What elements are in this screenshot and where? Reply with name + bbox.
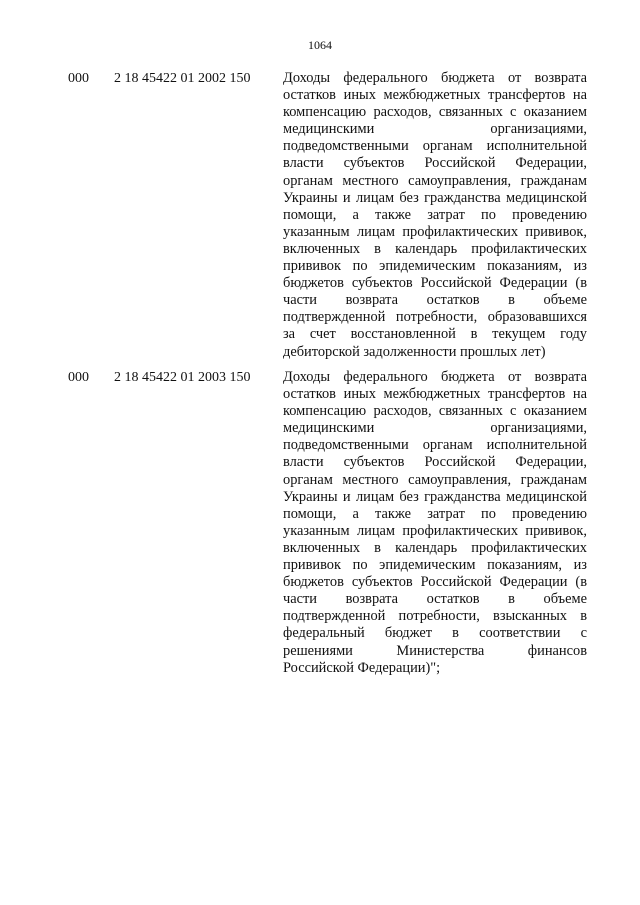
description-line: части возврата остатков в объеме bbox=[283, 591, 587, 608]
description-line: части возврата остатков в объеме bbox=[283, 292, 587, 309]
description-line: прививок по эпидемическим показаниям, из bbox=[283, 557, 587, 574]
entry-description bbox=[283, 70, 587, 361]
description-line: за счет восстановленной в текущем году bbox=[283, 326, 587, 343]
description-line: Украины и лицам без гражданства медицинской bbox=[283, 488, 587, 505]
description-line: дебиторской задолженности прошлых лет) bbox=[283, 343, 546, 360]
description-line: бюджетов субъектов Российской Федерации (в bbox=[283, 275, 587, 292]
classification-code: 2 18 45422 01 2003 150 bbox=[114, 370, 251, 385]
description-line: компенсацию расходов, связанных с оказанием bbox=[283, 104, 587, 121]
description-line: органам местного самоуправления, гражданам bbox=[283, 172, 587, 189]
description-line: органам местного самоуправления, гражданам bbox=[283, 471, 587, 488]
description-line: остатков иных межбюджетных трансфертов на bbox=[283, 87, 587, 104]
description-line: остатков иных межбюджетных трансфертов на bbox=[283, 386, 587, 403]
description-line: помощи, а также затрат по проведению bbox=[283, 505, 587, 522]
description-line: помощи, а также затрат по проведению bbox=[283, 206, 587, 223]
description-line: Доходы федерального бюджета от возврата bbox=[283, 369, 587, 385]
entry-description bbox=[283, 369, 587, 677]
description-line: власти субъектов Российской Федерации, bbox=[283, 454, 587, 471]
description-line: подтвержденной потребности, взысканных в bbox=[283, 608, 587, 625]
description-line: медицинскими организациями, bbox=[283, 420, 587, 437]
admin-code: 000 bbox=[68, 71, 89, 86]
description-line: медицинскими организациями, bbox=[283, 121, 587, 138]
description-line: указанным лицам профилактических прививок, bbox=[283, 522, 587, 539]
description-line: прививок по эпидемическим показаниям, из bbox=[283, 258, 587, 275]
description-line: указанным лицам профилактических прививок, bbox=[283, 223, 587, 240]
admin-code: 000 bbox=[68, 370, 89, 385]
description-line: Российской Федерации)"; bbox=[283, 659, 441, 676]
description-line: подведомственными органам исполнительной bbox=[283, 437, 587, 454]
description-line: федеральный бюджет в соответствии с bbox=[283, 625, 587, 642]
description-line: подтвержденной потребности, образовавшихся bbox=[283, 309, 587, 326]
description-line: власти субъектов Российской Федерации, bbox=[283, 155, 587, 172]
description-line: решениями Министерства финансов bbox=[283, 642, 587, 659]
description-line: компенсацию расходов, связанных с оказанием bbox=[283, 403, 587, 420]
description-line: Украины и лицам без гражданства медицинской bbox=[283, 189, 587, 206]
description-line: Доходы федерального бюджета от возврата bbox=[283, 70, 587, 86]
description-line: включенных в календарь профилактических bbox=[283, 240, 587, 257]
page-number: 1064 bbox=[308, 38, 332, 52]
description-line: бюджетов субъектов Российской Федерации (в bbox=[283, 574, 587, 591]
description-line: подведомственными органам исполнительной bbox=[283, 138, 587, 155]
classification-code: 2 18 45422 01 2002 150 bbox=[114, 71, 251, 86]
description-line: включенных в календарь профилактических bbox=[283, 539, 587, 556]
